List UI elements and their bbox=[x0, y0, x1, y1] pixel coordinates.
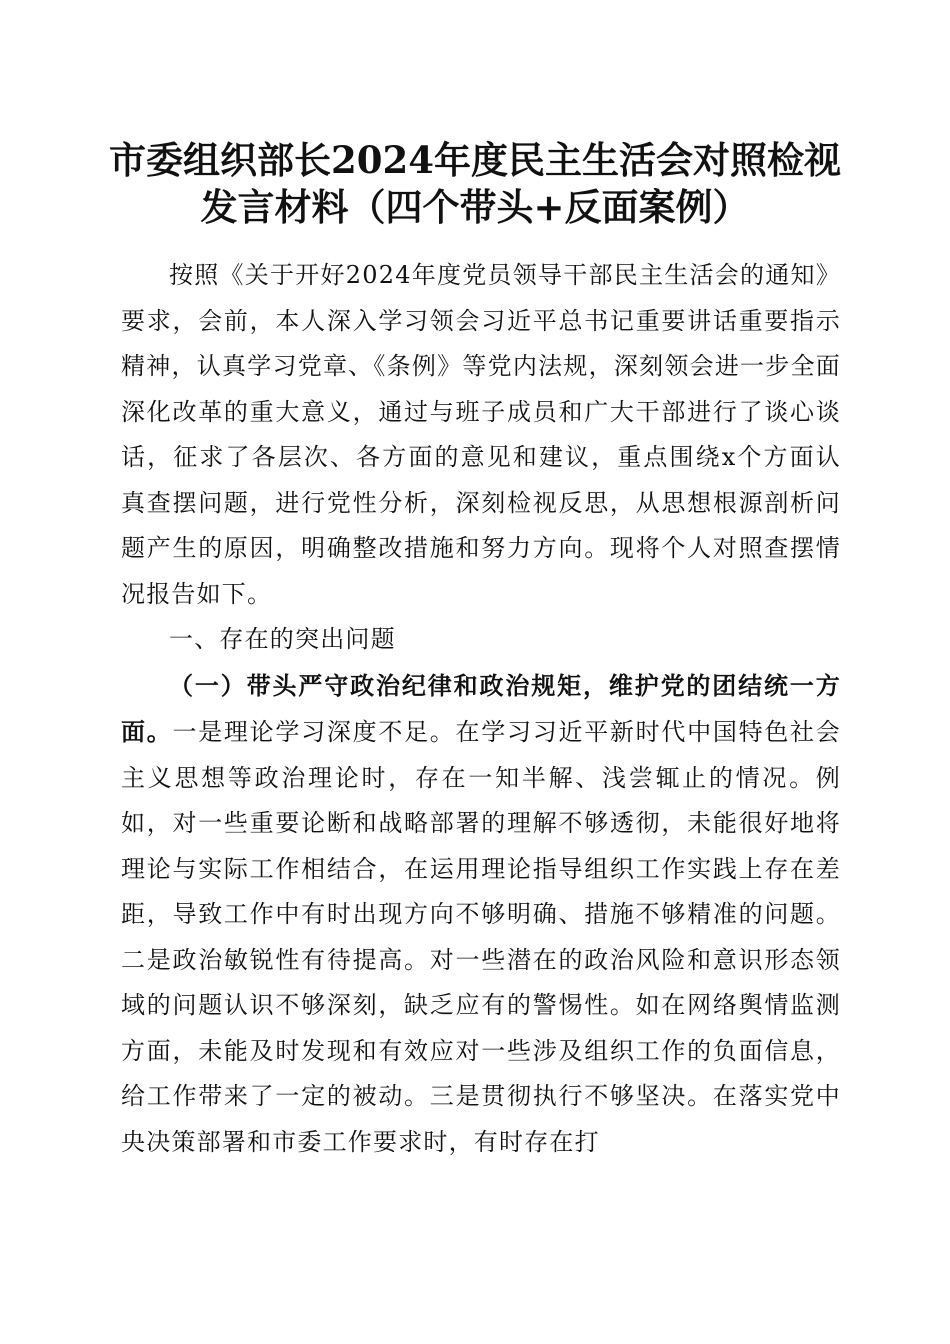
subsection-body-text: 一是理论学习深度不足。在学习习近平新时代中国特色社会主义思想等政治理论时，存在一知半解、浅尝辄止的情况。例如，对一些重要论断和战略部署的理解不够透彻，未能很好地将理论与实际工作相结合，在运用理论指导组织工作实践上存在差距，导致工作中有时出现方向不够明确、措施不够精准的问题。二是政治敏锐性有待提高。对一些潜在的政治风险和意识形态领域的问题认识不够深刻，缺乏应有的警惕性。如在网络舆情监测方面，未能及时发现和有效应对一些涉及组织工作的负面信息，给工作带来了一定的被动。三是贯彻执行不够坚决。在落实党中央决策部署和市委工作要求时，有时存在打 bbox=[121, 718, 841, 1156]
document-title-line-2: 发言材料（四个带头+反面案例） bbox=[200, 185, 750, 229]
intro-paragraph: 按照《关于开好2024年度党员领导干部民主生活会的通知》要求，会前，本人深入学习领会习近平总书记重要讲话重要指示精神，认真学习党章、《条例》等党内法规，深刻领会进一步全面深化改革的重大意义，通过与班子成员和广大干部进行了谈心谈话，征求了各层次、各方面的意见和建议，重点围绕x个方面认真查摆问题，进行党性分析，深刻检视反思，从思想根源剖析问题产生的原因，明确整改措施和努力方向。现将个人对照查摆情况报告如下。 bbox=[121, 261, 841, 608]
subsection-paragraph bbox=[121, 663, 841, 1166]
document-title-line-1: 市委组织部长2024年度民主生活会对照检视 bbox=[109, 138, 841, 182]
subsection-heading-political-discipline: （一）带头严守政治纪律和政治规矩，维护党的团结统一方面。 bbox=[121, 670, 841, 746]
section-heading-problems: 一、存在的突出问题 bbox=[169, 625, 396, 653]
document-body bbox=[121, 253, 841, 1165]
